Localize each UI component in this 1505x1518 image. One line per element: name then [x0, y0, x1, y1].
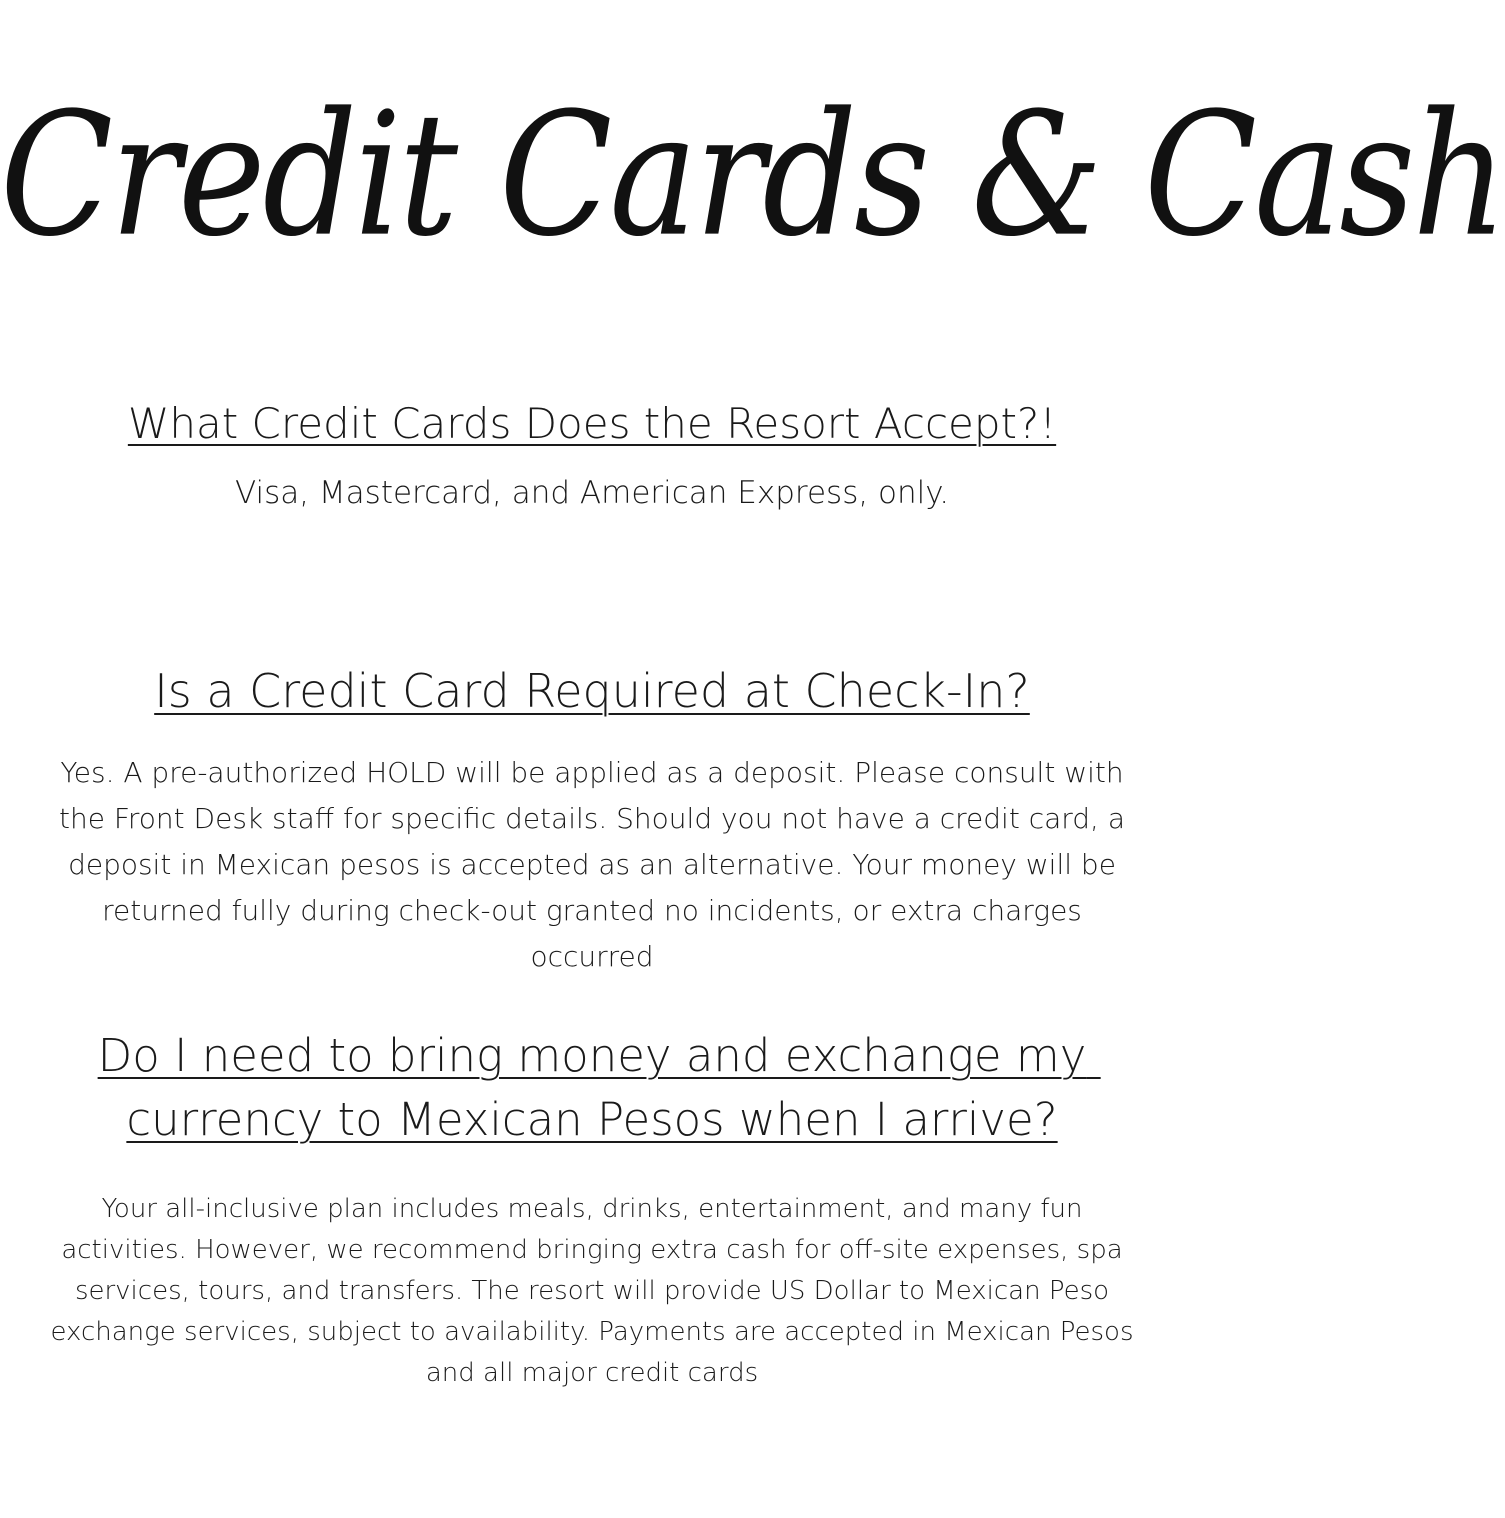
section-body-accepted-cards: Visa, Mastercard, and American Express, only.	[234, 475, 950, 511]
section-heading-currency-exchange: Do I need to bring money and exchange my currency to Mexican Pesos when I arrive?	[97, 1029, 1101, 1146]
section-heading-accepted-cards: What Credit Cards Does the Resort Accept?!	[127, 399, 1057, 448]
section-body-currency-exchange: Your all-inclusive plan includes meals, drinks, entertainment, and many fun activities. However, we recommend bringing extra cash for off-site expenses, spa services, tours, and transfers. The resort will provide US Dollar to Mexican Peso exchange services, subject to availability. Payments are accepted in Mexican Pesos and all major credit cards	[50, 1194, 1134, 1388]
section-heading-check-in: Is a Credit Card Required at Check-In?	[154, 664, 1030, 718]
section-body-check-in: Yes. A pre-authorized HOLD will be applied as a deposit. Please consult with the Front Desk staff for specific details. Should you not have a credit card, a deposit in Mexican pesos is accepted as an alternative. Your money will be returned fully during check-out granted no incidents, or extra charges occurred	[58, 756, 1126, 973]
page-title: Credit Cards & Cash	[0, 76, 1505, 274]
